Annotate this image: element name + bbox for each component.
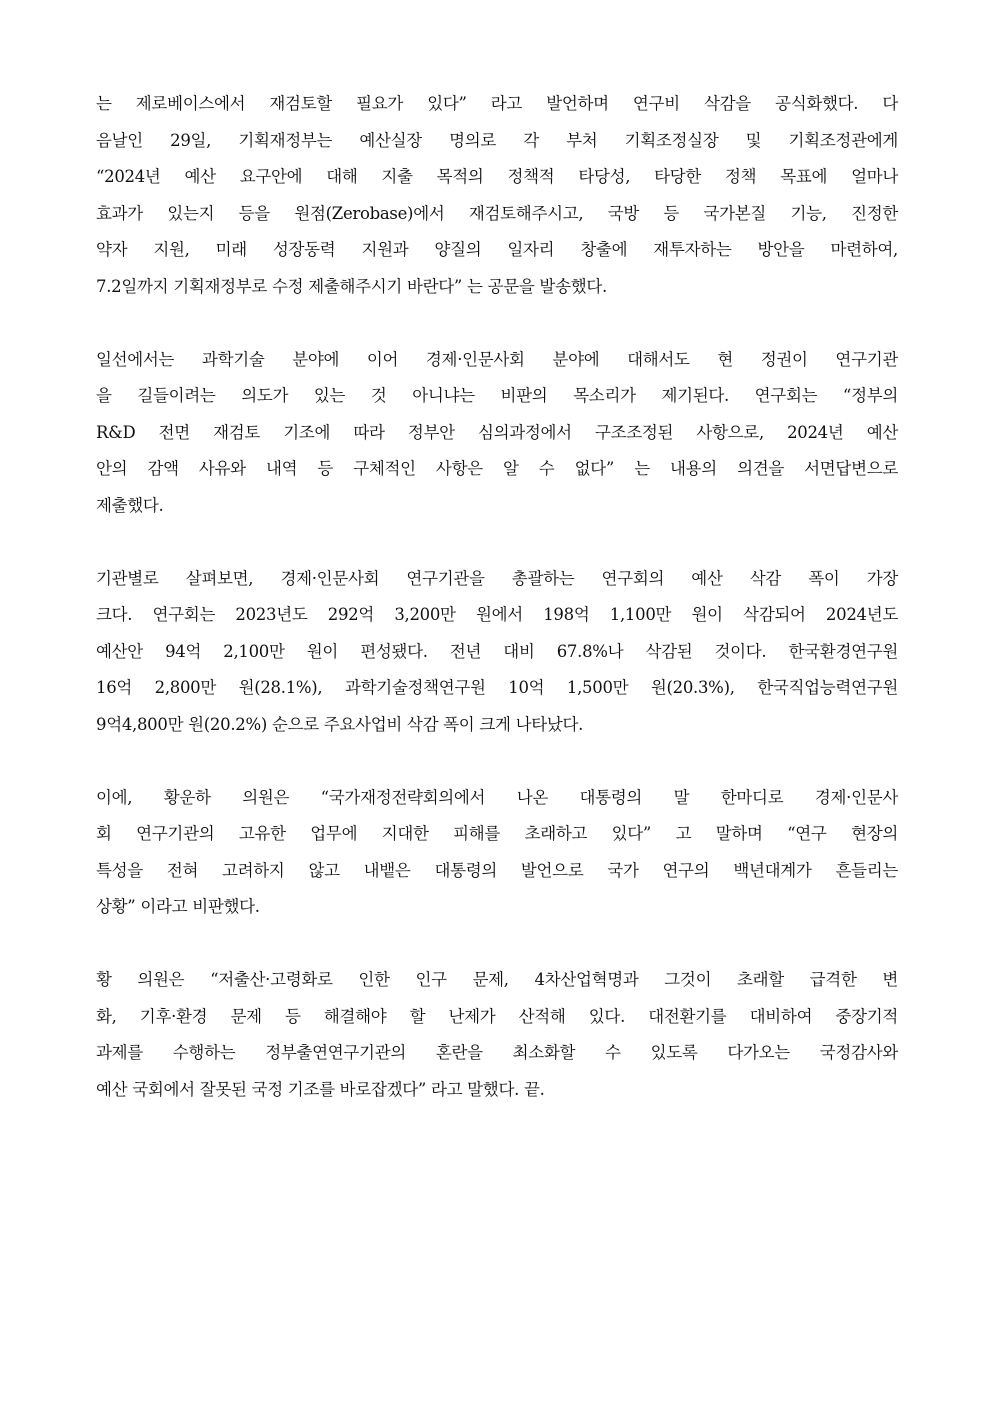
text-line: 이에, 황운하 의원은 “국가재정전략회의에서 나온 대통령의 말 한마디로 경제·인문사 [96,787,898,807]
paragraph-4 [96,780,898,926]
text-line: 기관별로 살펴보면, 경제·인문사회 연구기관을 총괄하는 연구회의 예산 삭감 폭이 가장 [96,568,898,588]
document-body [96,86,898,1108]
text-line: 효과가 있는지 등을 원점(Zerobase)에서 재검토해주시고, 국방 등 국가본질 기능, 진정한 [96,203,898,223]
text-line: 특성을 전혀 고려하지 않고 내뱉은 대통령의 발언으로 국가 연구의 백년대계가 흔들리는 [96,860,898,880]
text-line: 상황” 이라고 비판했다. [96,897,260,916]
text-line: 9억4,800만 원(20.2%) 순으로 주요사업비 삭감 폭이 크게 나타났다. [96,714,584,734]
text-line: 제출했다. [96,495,164,515]
paragraph-3 [96,561,898,744]
text-line: 일선에서는 과학기술 분야에 이어 경제·인문사회 분야에 대해서도 현 정권이 연구기관 [96,349,898,369]
text-line: 예산안 94억 2,100만 원이 편성됐다. 전년 대비 67.8%나 삭감된 것이다. 한국환경연구원 [96,641,898,661]
text-line: 16억 2,800만 원(28.1%), 과학기술정책연구원 10억 1,500만 원(20.3%), 한국직업능력연구원 [96,678,898,697]
text-line: 화, 기후·환경 문제 등 해결해야 할 난제가 산적해 있다. 대전환기를 대비하여 중장기적 [96,1006,898,1026]
text-line: 는 제로베이스에서 재검토할 필요가 있다” 라고 발언하며 연구비 삭감을 공식화했다. 다 [96,94,898,113]
paragraph-spacer [96,926,898,963]
paragraph-spacer [96,524,898,561]
text-line: “2024년 예산 요구안에 대해 지출 목적의 정책적 타당성, 타당한 정책 목표에 얼마나 [96,167,898,186]
paragraph-spacer [96,305,898,342]
text-line: 을 길들이려는 의도가 있는 것 아니냐는 비판의 목소리가 제기된다. 연구회는 “정부의 [96,386,898,405]
paragraph-5 [96,962,898,1108]
text-line: 약자 지원, 미래 성장동력 지원과 양질의 일자리 창출에 재투자하는 방안을 마련하여, [96,240,898,259]
text-line: 음날인 29일, 기획재정부는 예산실장 명의로 각 부처 기획조정실장 및 기획조정관에게 [96,130,898,150]
text-line: R&D 전면 재검토 기조에 따라 정부안 심의과정에서 구조조정된 사항으로, 2024년 예산 [96,422,898,442]
paragraph-2 [96,342,898,525]
text-line: 안의 감액 사유와 내역 등 구체적인 사항은 알 수 없다” 는 내용의 의견을 서면답변으로 [96,459,898,478]
text-line: 과제를 수행하는 정부출연연구기관의 혼란을 최소화할 수 있도록 다가오는 국정감사와 [96,1043,898,1062]
text-line: 7.2일까지 기획재정부로 수정 제출해주시기 바란다” 는 공문을 발송했다. [96,276,607,296]
text-line: 황 의원은 “저출산·고령화로 인한 인구 문제, 4차산업혁명과 그것이 초래할 급격한 변 [96,970,898,989]
text-line: 회 연구기관의 고유한 업무에 지대한 피해를 초래하고 있다” 고 말하며 “연구 현장의 [96,824,898,843]
text-line: 예산 국회에서 잘못된 국정 기조를 바로잡겠다” 라고 말했다. 끝. [96,1079,545,1099]
text-line: 크다. 연구회는 2023년도 292억 3,200만 원에서 198억 1,100만 원이 삭감되어 2024년도 [96,605,898,624]
paragraph-1 [96,86,898,305]
paragraph-spacer [96,743,898,780]
